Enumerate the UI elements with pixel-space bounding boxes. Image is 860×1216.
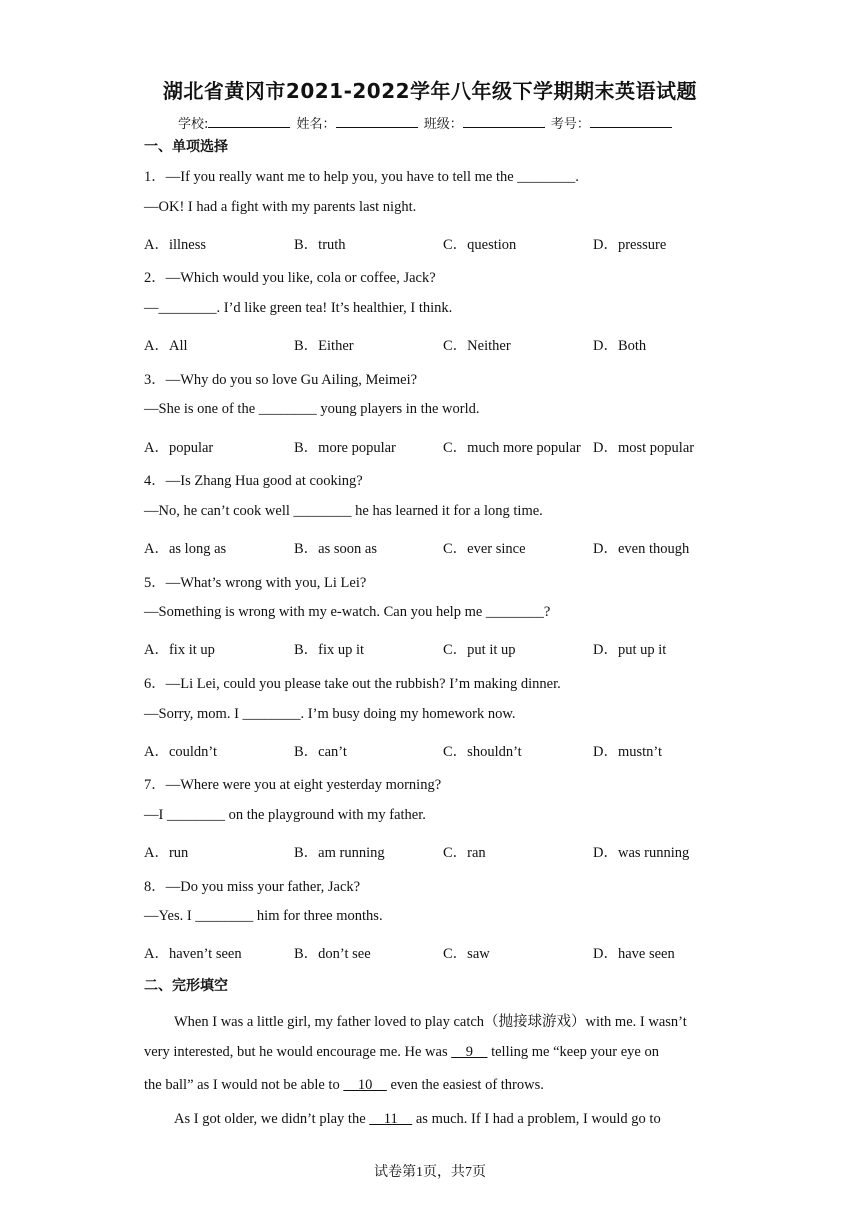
option-c[interactable]: C．much more popular — [443, 440, 581, 456]
option-b[interactable]: B．fix up it — [294, 642, 365, 658]
option-a[interactable]: A．fix it up — [144, 642, 215, 658]
option-a[interactable]: A．as long as — [144, 541, 227, 557]
question-5: 5．—What’s wrong with you, Li Lei? — [144, 575, 367, 591]
question-2: 2．—Which would you like, cola or coffee, Jack? — [144, 270, 436, 286]
number-label: 考号： — [550, 117, 590, 132]
student-info-line — [178, 113, 674, 132]
question-7: 7．—Where were you at eight yesterday morning? — [144, 777, 442, 793]
question-3: 3．—Why do you so love Gu Ailing, Meimei? — [144, 372, 418, 388]
option-d[interactable]: D．mustn’t — [593, 744, 663, 760]
option-d[interactable]: D．Both — [593, 338, 647, 354]
option-c[interactable]: C．question — [443, 237, 517, 253]
option-b[interactable]: B．don’t see — [294, 946, 371, 962]
number-field[interactable] — [590, 114, 672, 128]
class-field[interactable] — [463, 114, 545, 128]
option-b[interactable]: B．truth — [294, 237, 346, 253]
question-4: 4．—Is Zhang Hua good at cooking? — [144, 473, 363, 489]
option-c[interactable]: C．put it up — [443, 642, 516, 658]
option-b[interactable]: B．can’t — [294, 744, 347, 760]
school-field[interactable] — [208, 114, 290, 128]
name-field[interactable] — [336, 114, 418, 128]
option-a[interactable]: A．run — [144, 845, 189, 861]
question-3-dialogue: —She is one of the ________ young players in the world. — [144, 401, 480, 417]
option-b[interactable]: B．as soon as — [294, 541, 377, 557]
option-b[interactable]: B．Either — [294, 338, 354, 354]
option-d[interactable]: D．was running — [593, 845, 690, 861]
option-c[interactable]: C．Neither — [443, 338, 511, 354]
question-8-dialogue: —Yes. I ________ him for three months. — [144, 908, 383, 924]
option-d[interactable]: D．even though — [593, 541, 690, 557]
question-6: 6．—Li Lei, could you please take out the rubbish? I’m making dinner. — [144, 676, 561, 692]
option-d[interactable]: D．put up it — [593, 642, 667, 658]
cloze-text: the ball” as I would not be able to — [144, 1077, 344, 1093]
name-label: 姓名： — [296, 117, 336, 132]
option-c[interactable]: C．shouldn’t — [443, 744, 522, 760]
option-a[interactable]: A．All — [144, 338, 188, 354]
cloze-blank-10[interactable]: 10 — [343, 1077, 387, 1093]
question-7-dialogue: —I ________ on the playground with my father. — [144, 807, 426, 823]
cloze-text: very interested, but he would encourage me. He was — [144, 1044, 452, 1060]
page-footer: 试卷第1页，共7页 — [374, 1165, 486, 1180]
cloze-text: even the easiest of throws. — [386, 1077, 544, 1093]
option-d[interactable]: D．most popular — [593, 440, 695, 456]
cloze-text: telling me “keep your eye on — [487, 1044, 659, 1060]
option-c[interactable]: C．ran — [443, 845, 486, 861]
cloze-blank-11[interactable]: 11 — [369, 1111, 413, 1127]
class-label: 班级： — [423, 117, 463, 132]
option-d[interactable]: D．pressure — [593, 237, 667, 253]
option-a[interactable]: A．haven’t seen — [144, 946, 242, 962]
cloze-blank-9[interactable]: 9 — [451, 1044, 488, 1060]
section-heading-single-choice: 一、单项选择 — [144, 139, 228, 155]
cloze-paragraph-1-line-1: When I was a little girl, my father loved to play catch（抛接球游戏）with me. I wasn’t — [174, 1014, 687, 1030]
section-heading-cloze: 二、完形填空 — [144, 978, 228, 994]
option-d[interactable]: D．have seen — [593, 946, 675, 962]
question-5-dialogue: —Something is wrong with my e-watch. Can you help me ________? — [144, 604, 551, 620]
option-c[interactable]: C．saw — [443, 946, 490, 962]
page-title: 湖北省黄冈市2021-2022学年八年级下学期期末英语试题 — [162, 79, 698, 103]
option-b[interactable]: B．more popular — [294, 440, 396, 456]
option-a[interactable]: A．popular — [144, 440, 214, 456]
option-a[interactable]: A．illness — [144, 237, 207, 253]
option-a[interactable]: A．couldn’t — [144, 744, 218, 760]
question-8: 8．—Do you miss your father, Jack? — [144, 879, 361, 895]
cloze-text: As I got older, we didn’t play the — [174, 1111, 370, 1127]
cloze-paragraph-1-line-2 — [144, 1044, 716, 1061]
question-2-dialogue: —________. I’d like green tea! It’s healthier, I think. — [144, 300, 453, 316]
question-1-dialogue: —OK! I had a fight with my parents last night. — [144, 199, 417, 215]
cloze-paragraph-1-line-3 — [144, 1077, 716, 1094]
option-b[interactable]: B．am running — [294, 845, 385, 861]
question-4-dialogue: —No, he can’t cook well ________ he has learned it for a long time. — [144, 503, 543, 519]
question-1: 1．—If you really want me to help you, you have to tell me the ________. — [144, 169, 579, 185]
cloze-text: as much. If I had a problem, I would go to — [412, 1111, 661, 1127]
question-6-dialogue: —Sorry, mom. I ________. I’m busy doing my homework now. — [144, 706, 516, 722]
option-c[interactable]: C．ever since — [443, 541, 526, 557]
cloze-paragraph-2-line-1 — [144, 1111, 746, 1128]
school-label: 学校: — [178, 117, 209, 132]
